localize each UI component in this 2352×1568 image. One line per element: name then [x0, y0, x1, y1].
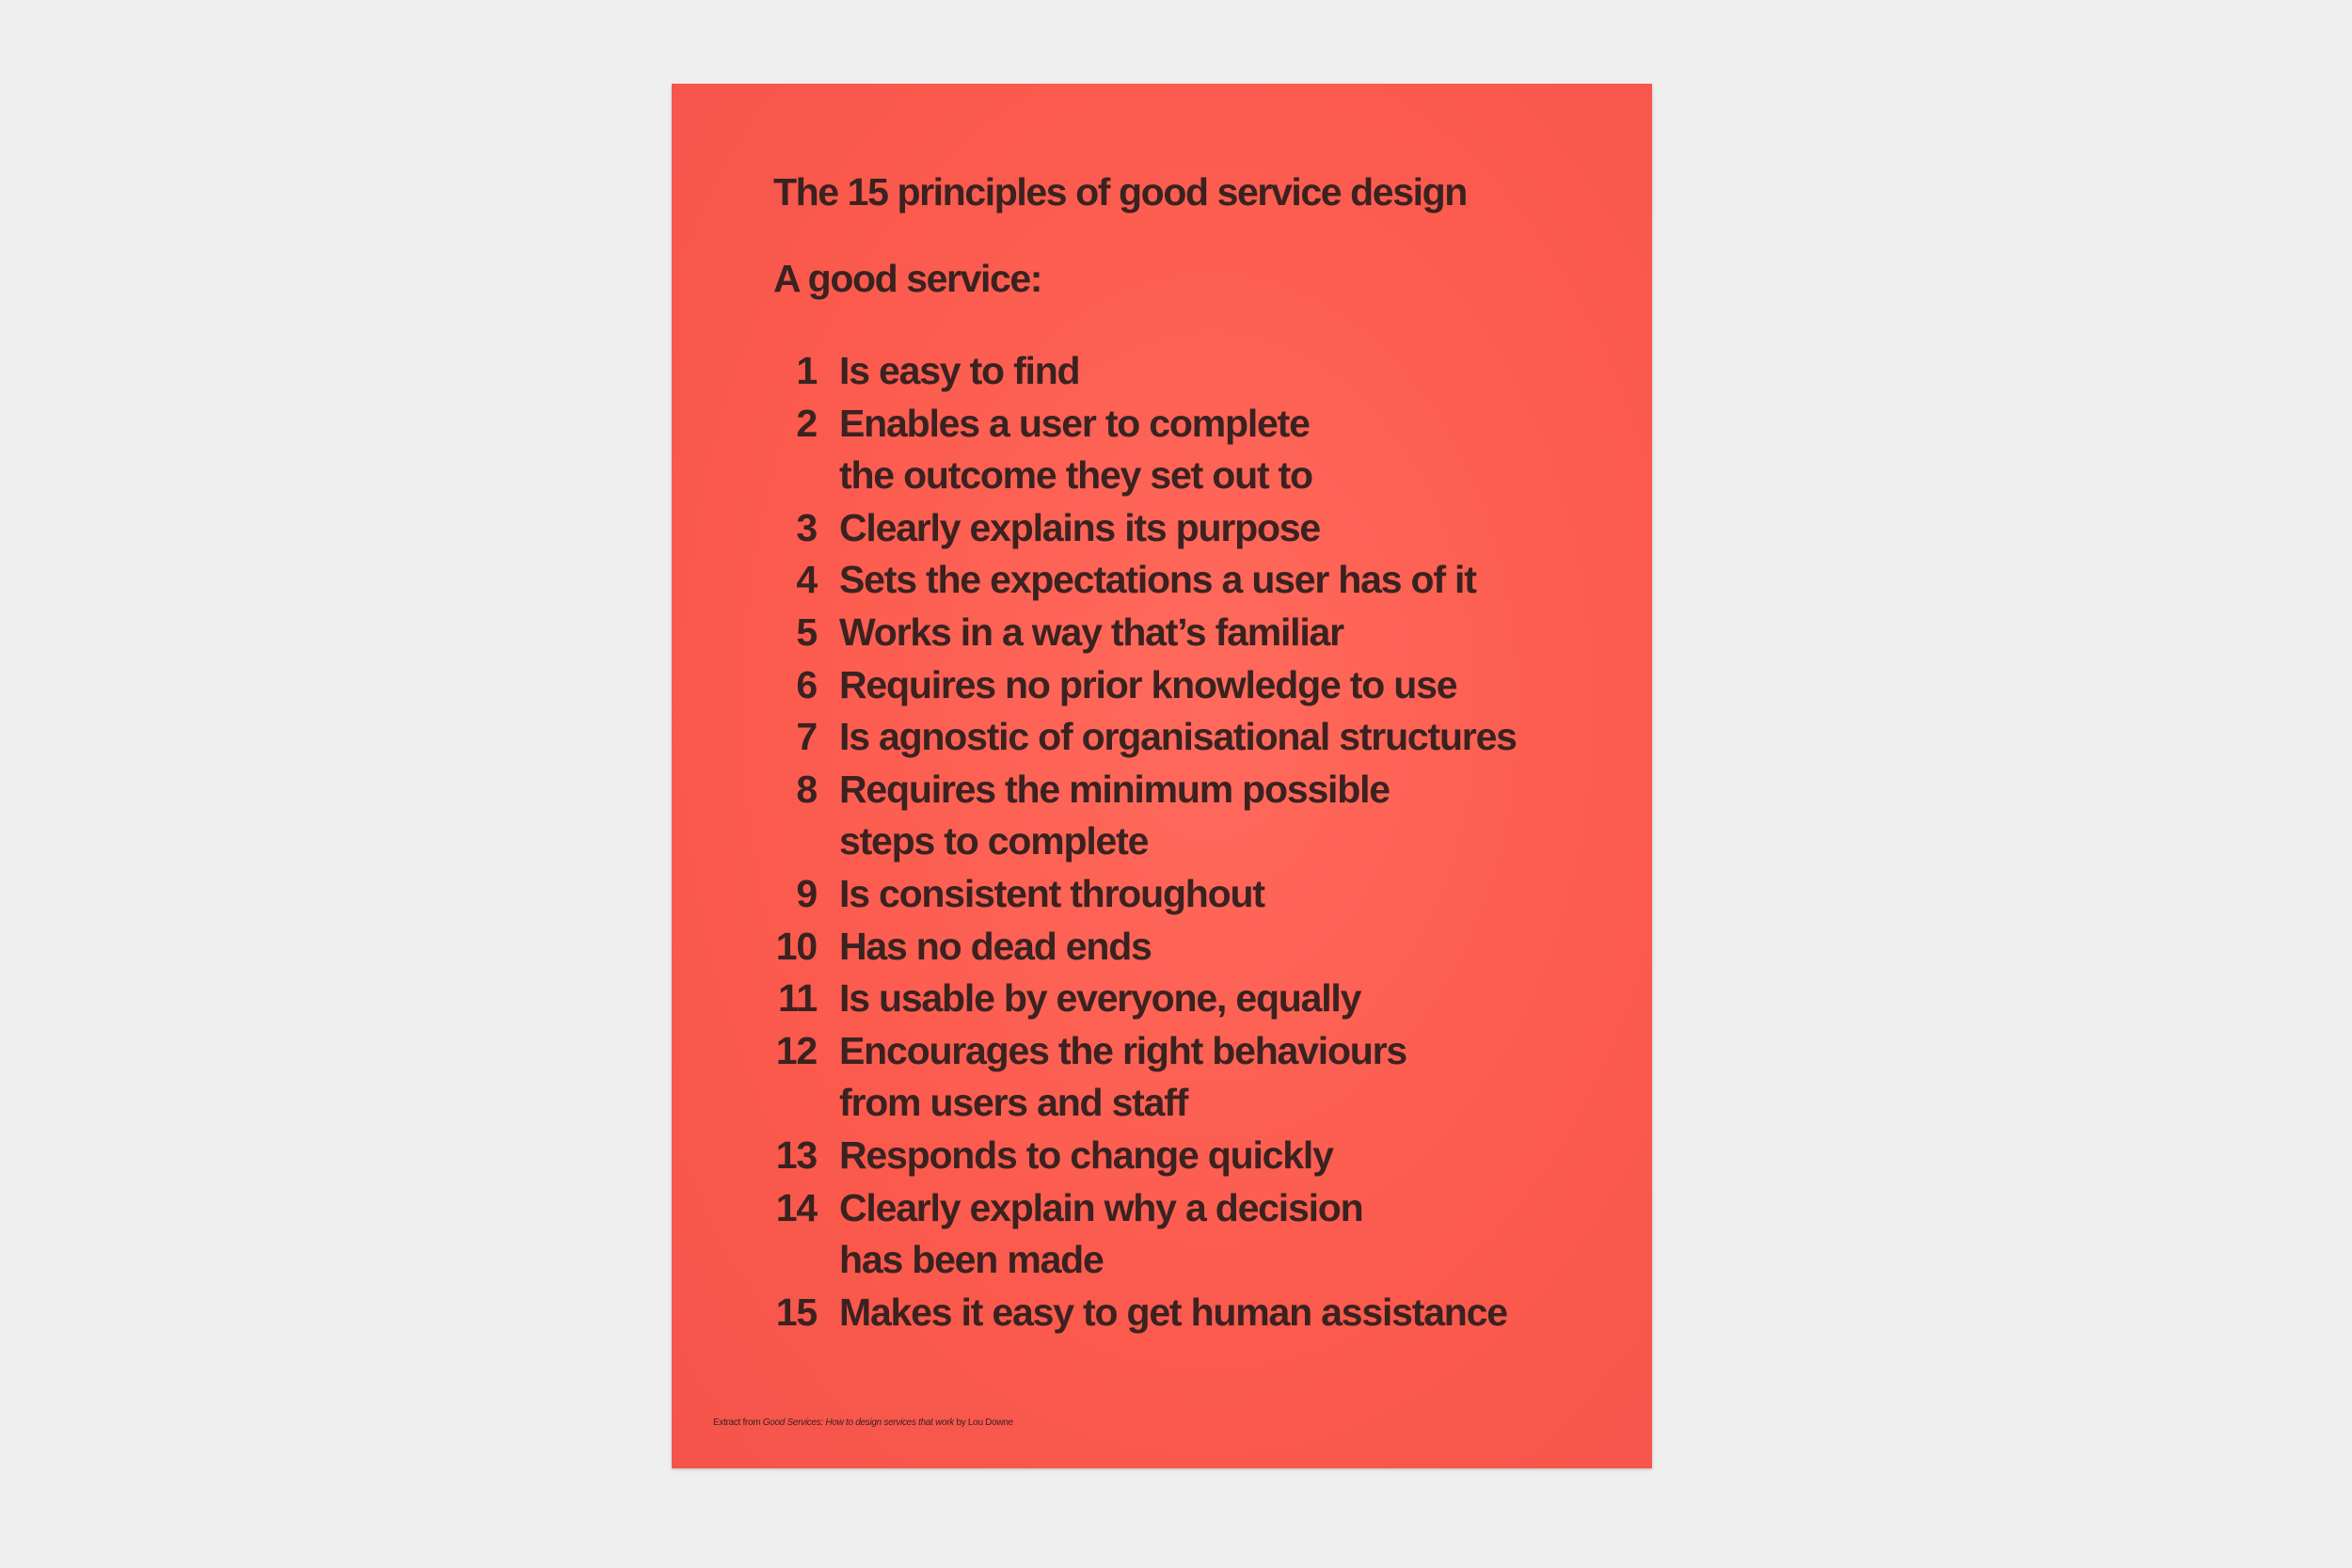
- poster-title: The 15 principles of good service design: [773, 170, 1467, 214]
- principle-number: 12: [775, 1028, 817, 1072]
- principle-text: Sets the expectations a user has of it: [839, 558, 1476, 602]
- credit-suffix: by Lou Downe: [954, 1418, 1013, 1428]
- credit-prefix: Extract from: [713, 1418, 763, 1428]
- principle-number: 11: [778, 976, 817, 1021]
- principle-number: 15: [775, 1290, 817, 1334]
- principle-number: 3: [796, 505, 817, 549]
- principle-text: Requires the minimum possible steps to complete: [839, 767, 1390, 863]
- principle-item: [764, 554, 1517, 607]
- principle-number: 14: [775, 1185, 817, 1229]
- principle-item: [764, 398, 1517, 502]
- credit-book-title: Good Services: How to design services that work: [762, 1418, 954, 1428]
- principle-item: [764, 607, 1517, 659]
- principles-list: [764, 345, 1517, 1338]
- principle-number: 5: [796, 610, 817, 654]
- principle-number: 4: [796, 558, 817, 602]
- principle-item: [764, 764, 1517, 868]
- principle-item: [764, 973, 1517, 1025]
- principle-number: 10: [775, 924, 817, 968]
- principle-text: Is usable by everyone, equally: [839, 976, 1361, 1021]
- principle-number: 6: [796, 662, 817, 706]
- principle-text: Is agnostic of organisational structures: [839, 715, 1517, 759]
- poster-subtitle: A good service:: [773, 257, 1042, 300]
- principle-item: [764, 868, 1517, 921]
- principle-text: Clearly explain why a decision has been made: [839, 1185, 1363, 1282]
- principle-text: Requires no prior knowledge to use: [839, 662, 1457, 706]
- principle-text: Works in a way that’s familiar: [839, 610, 1343, 654]
- principle-number: 7: [796, 715, 817, 759]
- principle-item: [764, 1182, 1517, 1287]
- book-credit: [713, 1418, 1013, 1428]
- principle-item: [764, 1025, 1517, 1130]
- principle-number: 1: [796, 349, 817, 392]
- principle-text: Enables a user to complete the outcome they set out to: [839, 401, 1312, 498]
- principle-item: [764, 711, 1517, 764]
- principle-text: Encourages the right behaviours from users and staff: [839, 1028, 1406, 1125]
- principle-item: [764, 1287, 1517, 1339]
- principle-text: Responds to change quickly: [839, 1132, 1333, 1177]
- principle-item: [764, 921, 1517, 974]
- principle-text: Clearly explains its purpose: [839, 505, 1320, 549]
- principle-item: [764, 1130, 1517, 1182]
- principle-text: Has no dead ends: [839, 924, 1152, 968]
- principle-item: [764, 502, 1517, 555]
- principle-text: Is easy to find: [839, 349, 1080, 392]
- principle-text: Is consistent throughout: [839, 871, 1264, 915]
- principle-number: 13: [775, 1132, 817, 1177]
- principle-item: [764, 345, 1517, 398]
- principle-item: [764, 659, 1517, 712]
- principle-number: 8: [796, 767, 817, 811]
- poster: [672, 84, 1652, 1468]
- principle-text: Makes it easy to get human assistance: [839, 1290, 1507, 1334]
- principle-number: 2: [796, 401, 817, 445]
- principle-number: 9: [796, 871, 817, 915]
